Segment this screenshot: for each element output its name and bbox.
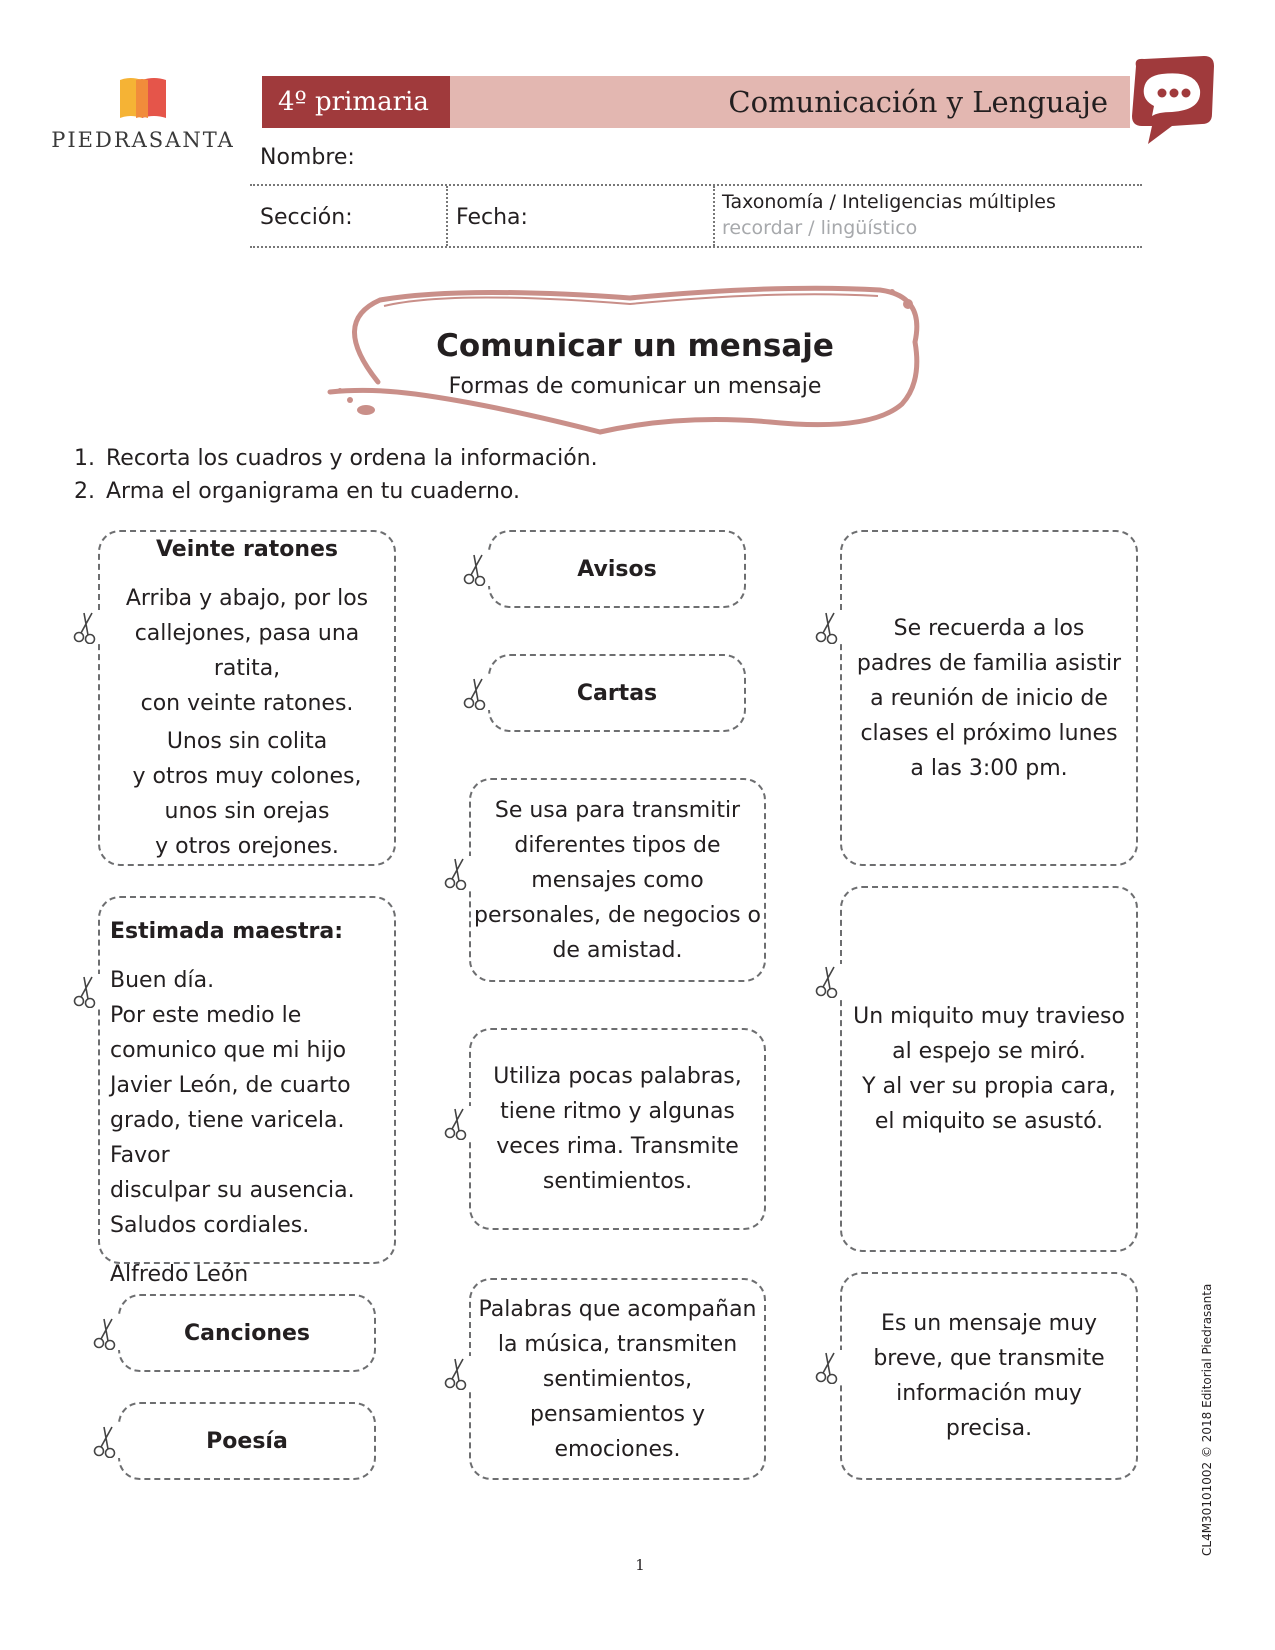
card-line: diferentes tipos de — [514, 832, 721, 858]
scissors-icon — [814, 964, 842, 998]
date-label: Fecha: — [456, 205, 528, 230]
divider — [446, 186, 448, 246]
scissors-icon — [72, 610, 100, 644]
scissors-icon — [92, 1316, 120, 1350]
title-bubble-shape — [300, 282, 980, 457]
card-avisos[interactable] — [488, 530, 746, 608]
card-line: clases el próximo lunes — [860, 720, 1118, 746]
card-line: callejones, pasa una ratita, — [134, 621, 360, 681]
card-cartas-definition[interactable] — [469, 778, 766, 982]
card-line: precisa. — [945, 1416, 1033, 1441]
card-line: Saludos cordiales. — [110, 1213, 310, 1238]
scissors-icon — [92, 1424, 120, 1458]
divider — [713, 186, 715, 246]
card-canciones[interactable] — [118, 1294, 376, 1372]
card-line: la música, transmiten — [497, 1331, 738, 1357]
divider — [250, 246, 1142, 248]
card-heading: Cartas — [576, 680, 658, 706]
card-line: sentimientos. — [542, 1169, 693, 1194]
page-subtitle: Formas de comunicar un mensaje — [448, 374, 822, 399]
card-carta[interactable] — [98, 896, 396, 1287]
card-aviso-ejemplo[interactable] — [840, 530, 1138, 866]
card-line: Palabras que acompañan — [478, 1296, 757, 1322]
card-line: Javier León, de cuarto — [110, 1073, 351, 1098]
card-line: breve, que transmite — [873, 1346, 1105, 1371]
card-line: información muy — [896, 1381, 1082, 1406]
card-line: comunico que mi hijo — [110, 1038, 347, 1063]
card-line: emociones. — [554, 1436, 681, 1462]
card-canciones-definition[interactable] — [469, 1278, 766, 1480]
page-number: 1 — [635, 1556, 645, 1574]
card-poema-miquito[interactable] — [840, 886, 1138, 1252]
card-heading: Canciones — [183, 1320, 311, 1346]
card-line: unos sin orejas — [164, 799, 330, 824]
card-line: veces rima. Transmite — [496, 1134, 739, 1159]
scissors-icon — [72, 974, 100, 1008]
card-veinte-ratones[interactable] — [98, 530, 396, 866]
card-line: personales, de negocios o — [474, 902, 761, 928]
card-line: Buen día. — [110, 968, 215, 993]
card-heading: Poesía — [206, 1428, 288, 1454]
card-line: grado, tiene varicela. Favor — [110, 1108, 345, 1168]
card-line: Arriba y abajo, por los — [125, 586, 369, 611]
divider — [250, 184, 1142, 186]
card-heading: Veinte ratones — [155, 537, 339, 562]
card-poesia[interactable] — [118, 1402, 376, 1480]
card-line: Se recuerda a los — [893, 615, 1085, 641]
brand-name: PIEDRASANTA — [51, 128, 235, 152]
card-line: tiene ritmo y algunas — [500, 1099, 735, 1124]
card-line: y otros muy colones, — [132, 764, 362, 789]
taxonomy-label: Taxonomía / Inteligencias múltiples — [722, 191, 1056, 213]
card-line: sentimientos, — [542, 1366, 693, 1392]
section-label: Sección: — [260, 205, 353, 230]
card-line: padres de familia asistir — [856, 650, 1122, 676]
footer-code: CL4M3010​1002 © 2018 Editorial Piedrasanta — [1200, 1283, 1214, 1556]
page-title: Comunicar un mensaje — [436, 328, 834, 364]
card-line: con veinte ratones. — [140, 691, 354, 716]
publisher-logo — [48, 74, 238, 164]
grade-label: 4º primaria — [262, 76, 450, 128]
speech-bubble-icon — [1128, 56, 1216, 150]
card-line: Unos sin colita — [166, 729, 328, 754]
card-heading: Avisos — [577, 556, 657, 582]
scissors-icon — [814, 1350, 842, 1384]
card-line: Y al ver su propia cara, — [862, 1074, 1116, 1099]
card-line: Por este medio le — [110, 1003, 302, 1028]
card-line: pensamientos y — [530, 1401, 705, 1427]
book-logo-icon — [118, 74, 168, 120]
instruction-1: 1. Recorta los cuadros y ordena la información. — [74, 446, 598, 471]
card-line: Se usa para transmitir — [494, 797, 741, 823]
scissors-icon — [443, 1106, 471, 1140]
scissors-icon — [462, 676, 490, 710]
card-heading: Estimada maestra: — [110, 919, 343, 944]
subject-title: Comunicación y Lenguaje — [728, 85, 1108, 119]
instruction-2: 2. Arma el organigrama en tu cuaderno. — [74, 479, 520, 504]
card-line: a reunión de inicio de — [870, 685, 1108, 711]
card-cartas[interactable] — [488, 654, 746, 732]
scissors-icon — [443, 1356, 471, 1390]
scissors-icon — [443, 856, 471, 890]
name-label: Nombre: — [260, 145, 355, 170]
card-line: Utiliza pocas palabras, — [493, 1064, 742, 1089]
card-line: de amistad. — [552, 937, 683, 963]
card-line: Es un mensaje muy — [880, 1311, 1098, 1336]
scissors-icon — [462, 552, 490, 586]
card-line: Un miquito muy travieso — [853, 1004, 1125, 1029]
scissors-icon — [814, 610, 842, 644]
card-poesia-definition[interactable] — [469, 1028, 766, 1230]
card-line: mensajes como — [531, 867, 704, 893]
card-aviso-definition[interactable] — [840, 1272, 1138, 1480]
card-line: al espejo se miró. — [892, 1039, 1086, 1064]
card-line: disculpar su ausencia. — [110, 1178, 355, 1203]
card-line: el miquito se asustó. — [874, 1109, 1104, 1134]
taxonomy-value: recordar / lingüístico — [722, 217, 918, 239]
card-line: a las 3:00 pm. — [910, 755, 1068, 781]
card-signature: Alfredo León — [110, 1262, 249, 1287]
card-line: y otros orejones. — [155, 834, 339, 859]
